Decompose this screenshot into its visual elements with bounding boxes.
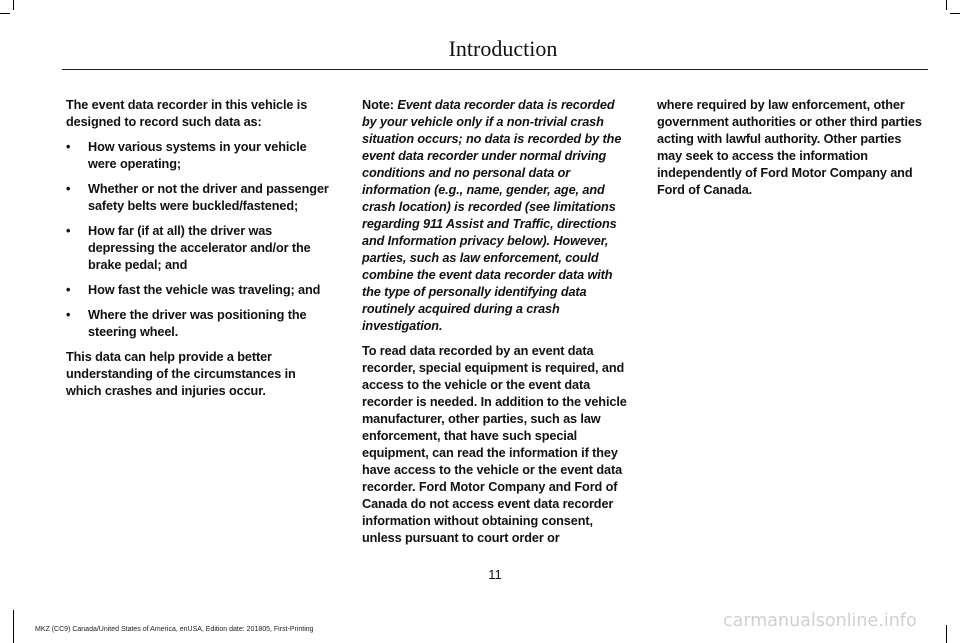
crop-mark-bottom-right-vertical — [946, 625, 947, 643]
column-middle — [362, 97, 630, 555]
list-item: • How fast the vehicle was traveling; and — [66, 282, 334, 299]
note-paragraph — [362, 97, 630, 335]
column-left — [66, 97, 334, 408]
page-header-title: Introduction — [448, 36, 558, 61]
list-item: • How various systems in your vehicle were operating; — [66, 139, 334, 173]
list-item: • Where the driver was positioning the steering wheel. — [66, 307, 334, 341]
watermark: carmanualsonline.info — [723, 611, 917, 631]
column-right — [657, 97, 925, 207]
crop-mark-top-right-vertical — [946, 0, 947, 10]
footer-edition-info: MKZ (CC9) Canada/United States of America, enUSA, Edition date: 201805, First-Printing — [35, 626, 314, 633]
continuation-paragraph: where required by law enforcement, other government authorities or other third parties acting with lawful authority. Other parties may seek to access the information independently of Ford Motor Company and Ford of Canada. — [657, 98, 922, 197]
crop-mark-top-left-vertical — [13, 0, 14, 10]
crop-mark-bottom-left-vertical — [13, 610, 14, 643]
closing-paragraph: This data can help provide a better understanding of the circumstances in which crashes and injuries occur. — [66, 350, 296, 398]
page-number: 11 — [488, 567, 502, 582]
bullet-list — [66, 139, 334, 341]
header-rule — [62, 69, 928, 70]
list-item: • Whether or not the driver and passenger safety belts were buckled/fastened; — [66, 181, 334, 215]
crop-mark-top-right-horizontal — [950, 13, 960, 14]
note-label: Note: — [362, 98, 394, 112]
intro-paragraph: The event data recorder in this vehicle is designed to record such data as: — [66, 98, 308, 129]
note-text: Event data recorder data is recorded by your vehicle only if a non-trivial crash situation occurs; no data is recorded by the event data recorder under normal driving conditions and no personal data or information (e.g., name, gender, age, and crash location) is recorded (see limitations regarding 911 Assist and Traffic, directions and Information privacy below). However, parties, such as law enforcement, could combine the event data recorder data with the type of personally identifying data routinely acquired during a crash investigation. — [362, 98, 622, 333]
access-paragraph: To read data recorded by an event data recorder, special equipment is required, and access to the vehicle or the event data recorder is needed. In addition to the vehicle manufacturer, other parties, such as law enforcement, that have such special equipment, can read the information if they have access to the vehicle or the event data recorder. Ford Motor Company and Ford of Canada do not access event data recorder information without obtaining consent, unless pursuant to court order or — [362, 344, 627, 545]
list-item: • How far (if at all) the driver was depressing the accelerator and/or the brake pedal; and — [66, 223, 334, 274]
crop-mark-top-left-horizontal — [0, 13, 10, 14]
